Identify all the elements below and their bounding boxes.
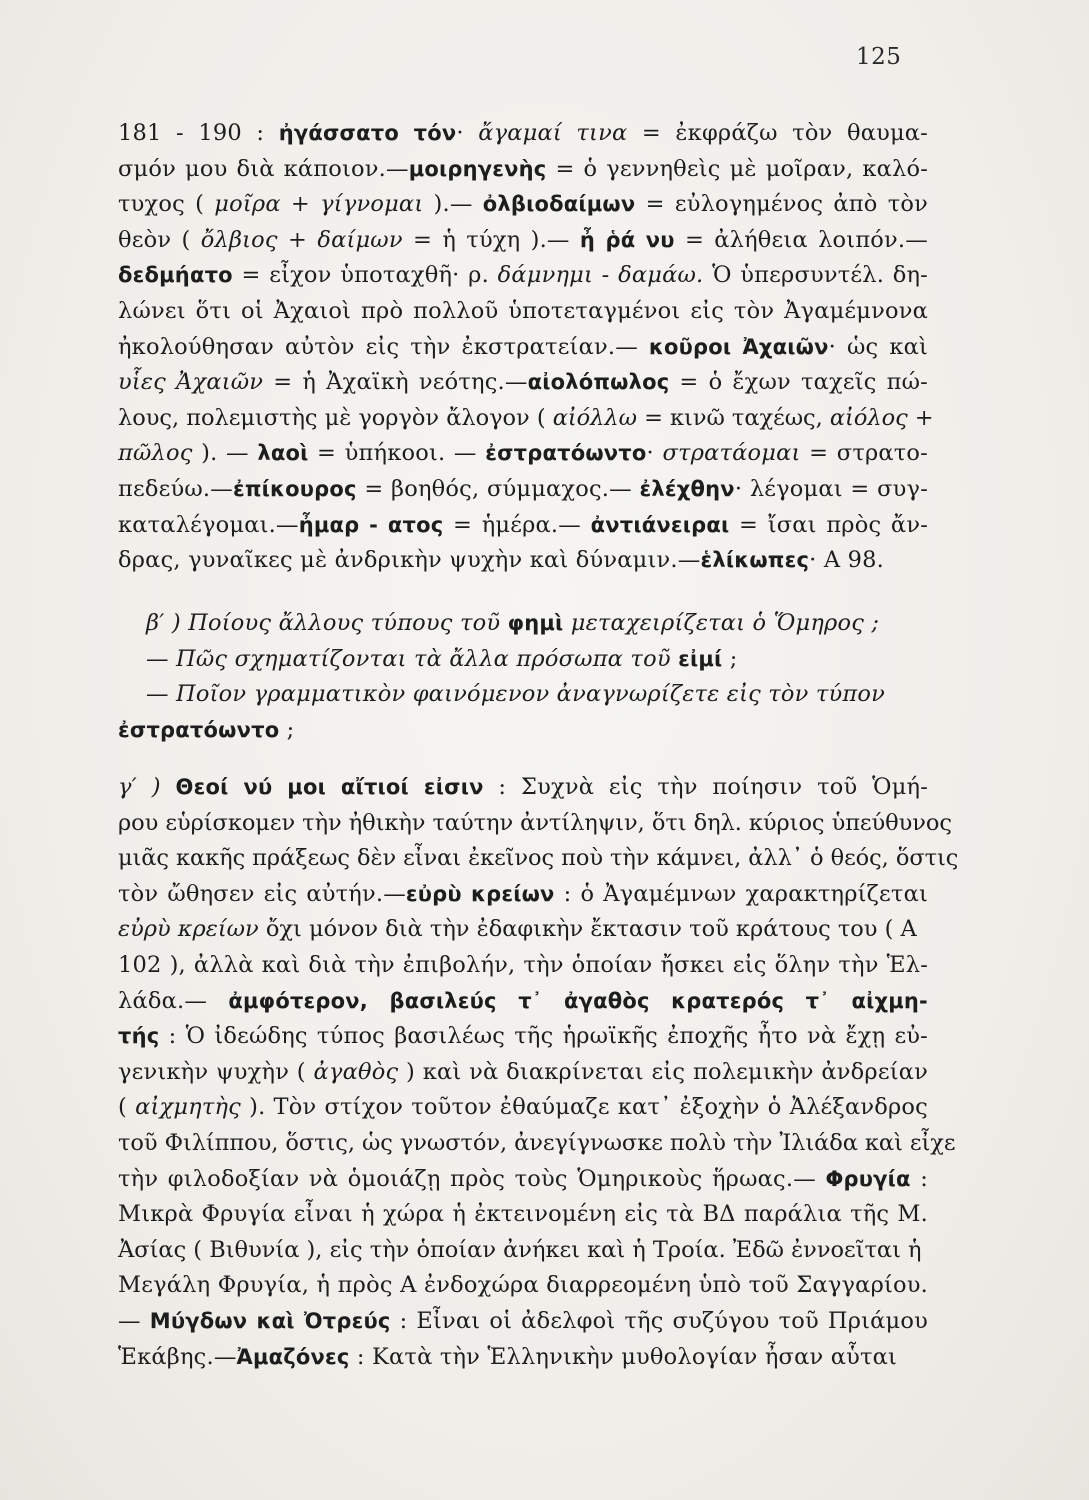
italic-text: υἷες Ἀχαιῶν (118, 369, 264, 396)
text-line (118, 401, 934, 437)
italic-text: β′ ) (146, 610, 189, 636)
lemma-term: Ἀμαζόνες (236, 1344, 350, 1369)
text-line (118, 877, 928, 913)
lemma-term: ἐλέχθην (639, 476, 735, 501)
text-run: — (118, 1307, 150, 1334)
text-run: σμόν μου διὰ κάποιον.— (118, 155, 409, 182)
text-run: · Α 98. (809, 547, 885, 574)
text-run: ὄχι μόνον διὰ τὴν ἐδαφικὴν ἔκτασιν τοῦ κράτους του ( Α (258, 916, 917, 943)
text-line (118, 606, 928, 642)
text-run: ρου εὑρίσκομεν τὴν ἠθικὴν ταύτην ἀντίληψιν, ὅτι δηλ. κύριος ὑπεύθυνος (118, 809, 952, 836)
text-run: = ἐκφράζω τὸν θαυμα- (627, 120, 928, 146)
text-run: : Εἶναι οἱ ἀδελφοὶ τῆς συζύγου τοῦ Πριάμου (390, 1307, 928, 1334)
text-run: : ὁ Ἀγαμέμνων χαρακτηρίζεται (554, 880, 928, 907)
text-run: δρας, γυναῖκες μὲ ἀνδρικὴν ψυχὴν καὶ δύναμιν.— (118, 547, 701, 574)
text-run: : Ὁ ἰδεώδης τύπος βασιλέως τῆς ἡρωϊκῆς ἐποχῆς ἦτο νὰ ἔχῃ εὐ- (159, 1023, 928, 1050)
text-line (118, 770, 928, 806)
text-run: · (456, 120, 479, 146)
text-run: πεδεύω.— (118, 475, 233, 502)
text-run: ). Τὸν στίχον τοῦτον ἐθαύμαζε κατ᾿ ἐξοχὴν ὁ Ἀλέξανδρος (240, 1094, 928, 1121)
text-line (118, 436, 928, 472)
text-run: = βοηθός, σύμμαχος.— (356, 475, 640, 502)
text-line (118, 1197, 928, 1233)
text-run: = εἶχον ὑποταχθῆ· ρ. (232, 262, 498, 289)
commentary-verses-181-190 (118, 116, 934, 579)
italic-text: πῶλος (118, 440, 193, 467)
text-run: = ὁ γεννηθεὶς μὲ μοῖραν, καλό- (546, 155, 928, 182)
text-run: Μεγάλη Φρυγία, ἡ πρὸς Α ἐνδοχώρα διαρρεομένη ὑπὸ τοῦ Σαγγαρίου. (118, 1272, 928, 1299)
italic-text: εὐρὺ κρείων (118, 916, 259, 943)
italic-text: μεταχειρίζεται ὁ Ὅμηρος ; (563, 610, 880, 636)
text-run: καταλέγομαι.— (118, 511, 299, 538)
text-line (118, 806, 952, 842)
text-run: λάδα.— (118, 987, 229, 1014)
text-run: τοῦ Φιλίππου, ὅστις, ὡς γνωστόν, ἀνεγίγνωσκε πολὺ τὴν Ἰλιάδα καὶ εἶχε (118, 1129, 956, 1156)
text-run: ; (722, 645, 738, 672)
text-run: = ὁ ἔχων ταχεῖς πώ- (669, 369, 928, 396)
lemma-term: ἐστρατόωντο (118, 717, 280, 742)
text-line (118, 1019, 928, 1055)
lemma-term: εὐρὺ κρείων (405, 881, 555, 906)
text-line (118, 1304, 928, 1340)
text-run: θεὸν ( (118, 226, 201, 253)
lemma-term: ὀλβιοδαίμων (482, 192, 636, 217)
lemma-term: ἀμφότερον, βασιλεύς τ᾿ ἀγαθὸς κρατερός τ᾿ αἰχμη- (228, 988, 928, 1013)
italic-text: ὄλβιος + δαίμων (200, 226, 403, 253)
lemma-term: ἑλίκωπες (700, 548, 810, 573)
lemma-term: αἰολόπωλος (527, 370, 670, 395)
italic-text: στρατάομαι (662, 440, 801, 467)
italic-text: γ′ ) (118, 774, 176, 800)
italic-text: αἰχμητὴς (135, 1094, 241, 1121)
text-run: = ἀλήθεια λοιπόν.— (674, 226, 928, 253)
text-run: μιᾶς κακῆς πράξεως δὲν εἶναι ἐκεῖνος ποὺ τὴν κάμνει, ἀλλ᾿ ὁ θεός, ὅστις (118, 845, 959, 872)
lemma-term: Θεοί νύ μοι αἴτιοί εἰσιν (175, 775, 484, 799)
text-line (118, 984, 928, 1020)
italic-text: — Ποῖον γραμματικὸν φαινόμενον ἀναγνωρίζετε εἰς τὸν τύπον (146, 681, 886, 708)
text-line (118, 258, 928, 294)
lemma-term: ἐπίκουρος (232, 476, 357, 501)
text-run: λους, πολεμιστὴς μὲ γοργὸν ἄλογον ( (118, 404, 553, 431)
text-run: Μικρὰ Φρυγία εἶναι ἡ χώρα ἡ ἐκτεινομένη εἰς τὰ ΒΔ παράλια τῆς Μ. (118, 1201, 928, 1228)
text-line (118, 508, 928, 544)
text-run: Ὁ ὑπερσυντέλ. δη- (703, 262, 928, 289)
lemma-term: τής (118, 1024, 160, 1049)
text-run: = στρατο- (800, 440, 928, 467)
text-run: Ἀσίας ( Βιθυνία ), εἰς τὴν ὁποίαν ἀνήκει καὶ ἡ Τροία. Ἐδῶ ἐννοεῖται ἡ (118, 1236, 922, 1263)
italic-text: — Πῶς σχηματίζονται τὰ ἄλλα πρόσωπα τοῦ (146, 645, 679, 672)
italic-text: μοῖρα + γίγνομαι (214, 191, 424, 218)
text-run: ) καὶ νὰ διακρίνεται εἰς πολεμικὴν ἀνδρείαν (398, 1058, 929, 1085)
text-line (118, 330, 928, 366)
text-line (118, 1162, 928, 1198)
text-run: = ἡ τύχη ).— (402, 226, 580, 253)
text-run: : Συχνὰ εἰς τὴν ποίησιν τοῦ Ὁμή- (483, 774, 929, 800)
text-run: 181 - 190 : (118, 120, 279, 146)
text-run: τὴν φιλοδοξίαν νὰ ὁμοιάζῃ πρὸς τοὺς Ὁμηρικοὺς ἥρωας.— (118, 1165, 826, 1192)
lemma-term: κοῦροι Ἀχαιῶν (648, 334, 829, 359)
text-line (118, 1090, 928, 1126)
lemma-term: ἐστρατόωντο (485, 441, 647, 466)
text-line (118, 543, 928, 579)
text-run: Ἑκάβης.— (118, 1343, 237, 1370)
lemma-term: ἦ ῥά νυ (579, 227, 675, 252)
lemma-term: μοιρηγενὴς (408, 156, 547, 181)
text-run: ἠκολούθησαν αὐτὸν εἰς τὴν ἐκστρατείαν.— (118, 333, 649, 360)
lemma-term: εἰμί (678, 646, 723, 671)
text-run: τυχος ( (118, 191, 215, 218)
italic-text: δάμνημι - δαμάω. (497, 262, 704, 289)
text-run: = κινῶ ταχέως, (636, 404, 830, 431)
text-line (118, 152, 928, 188)
text-run: : (910, 1165, 928, 1192)
commentary-gamma (118, 770, 959, 1375)
text-line (118, 948, 928, 984)
italic-text: Ποίους ἄλλους τύπους τοῦ (188, 610, 508, 636)
text-line (118, 642, 928, 678)
text-line (118, 294, 928, 330)
italic-text: αἰόλλω (552, 404, 637, 431)
italic-text: αἰόλος + (829, 404, 934, 431)
text-line (118, 365, 928, 401)
text-run: ; (279, 716, 295, 743)
lemma-term: ἀντιάνειραι (590, 512, 730, 537)
page-number: 125 (856, 44, 902, 70)
text-line (118, 1340, 928, 1376)
text-run: γενικὴν ψυχὴν ( (118, 1058, 314, 1085)
text-run: = ἴσαι πρὸς ἄν- (729, 511, 929, 538)
text-line (118, 187, 928, 223)
text-run: · λέγομαι = συγ- (734, 475, 928, 502)
text-line (118, 677, 928, 713)
text-line (118, 841, 959, 877)
text-run: = ὑπήκοοι. — (308, 440, 486, 467)
italic-text: ἀγαθὸς (313, 1058, 399, 1085)
text-line (118, 713, 928, 749)
text-line (118, 1055, 928, 1091)
text-run: : Κατὰ τὴν Ἑλληνικὴν μυθολογίαν ἦσαν αὗται (349, 1343, 898, 1370)
text-line (118, 1268, 928, 1304)
lemma-term: λαοὶ (257, 441, 309, 466)
italic-text: ἄγαμαί τινα (478, 120, 628, 146)
lemma-term: ἠγάσσατο τόν (278, 121, 457, 145)
text-run: τὸν ὤθησεν εἰς αὐτήν.— (118, 880, 406, 907)
lemma-term: δεδμήατο (118, 263, 233, 288)
text-run: = ἡ Ἀχαϊκὴ νεότης.— (263, 369, 528, 396)
text-run: · (646, 440, 663, 467)
lemma-term: ἦμαρ - ατος (298, 512, 444, 537)
text-run: ( (118, 1094, 136, 1121)
text-run: ).— (423, 191, 483, 218)
text-run: λώνει ὅτι οἱ Ἀχαιοὶ πρὸ πολλοῦ ὑποτεταγμένοι εἰς τὸν Ἀγαμέμνονα (118, 297, 928, 324)
lemma-term: φημὶ (507, 611, 564, 635)
text-line (118, 1233, 928, 1269)
text-run: 102 ), ἀλλὰ καὶ διὰ τὴν ἐπιβολήν, τὴν ὁποίαν ἤσκει εἰς ὅλην τὴν Ἑλ- (118, 951, 928, 978)
text-run: · ὡς καὶ (828, 333, 928, 360)
text-line (118, 912, 928, 948)
text-line (118, 223, 928, 259)
questions-beta (118, 606, 928, 748)
lemma-term: Μύγδων καὶ Ὀτρεύς (149, 1308, 391, 1333)
text-line (118, 1126, 956, 1162)
text-run: = ἡμέρα.— (443, 511, 591, 538)
text-run: ). — (192, 440, 258, 467)
text-line (118, 472, 928, 508)
lemma-term: Φρυγία (825, 1166, 911, 1191)
text-line (118, 116, 928, 152)
text-run: = εὐλογημένος ἀπὸ τὸν (635, 191, 929, 218)
